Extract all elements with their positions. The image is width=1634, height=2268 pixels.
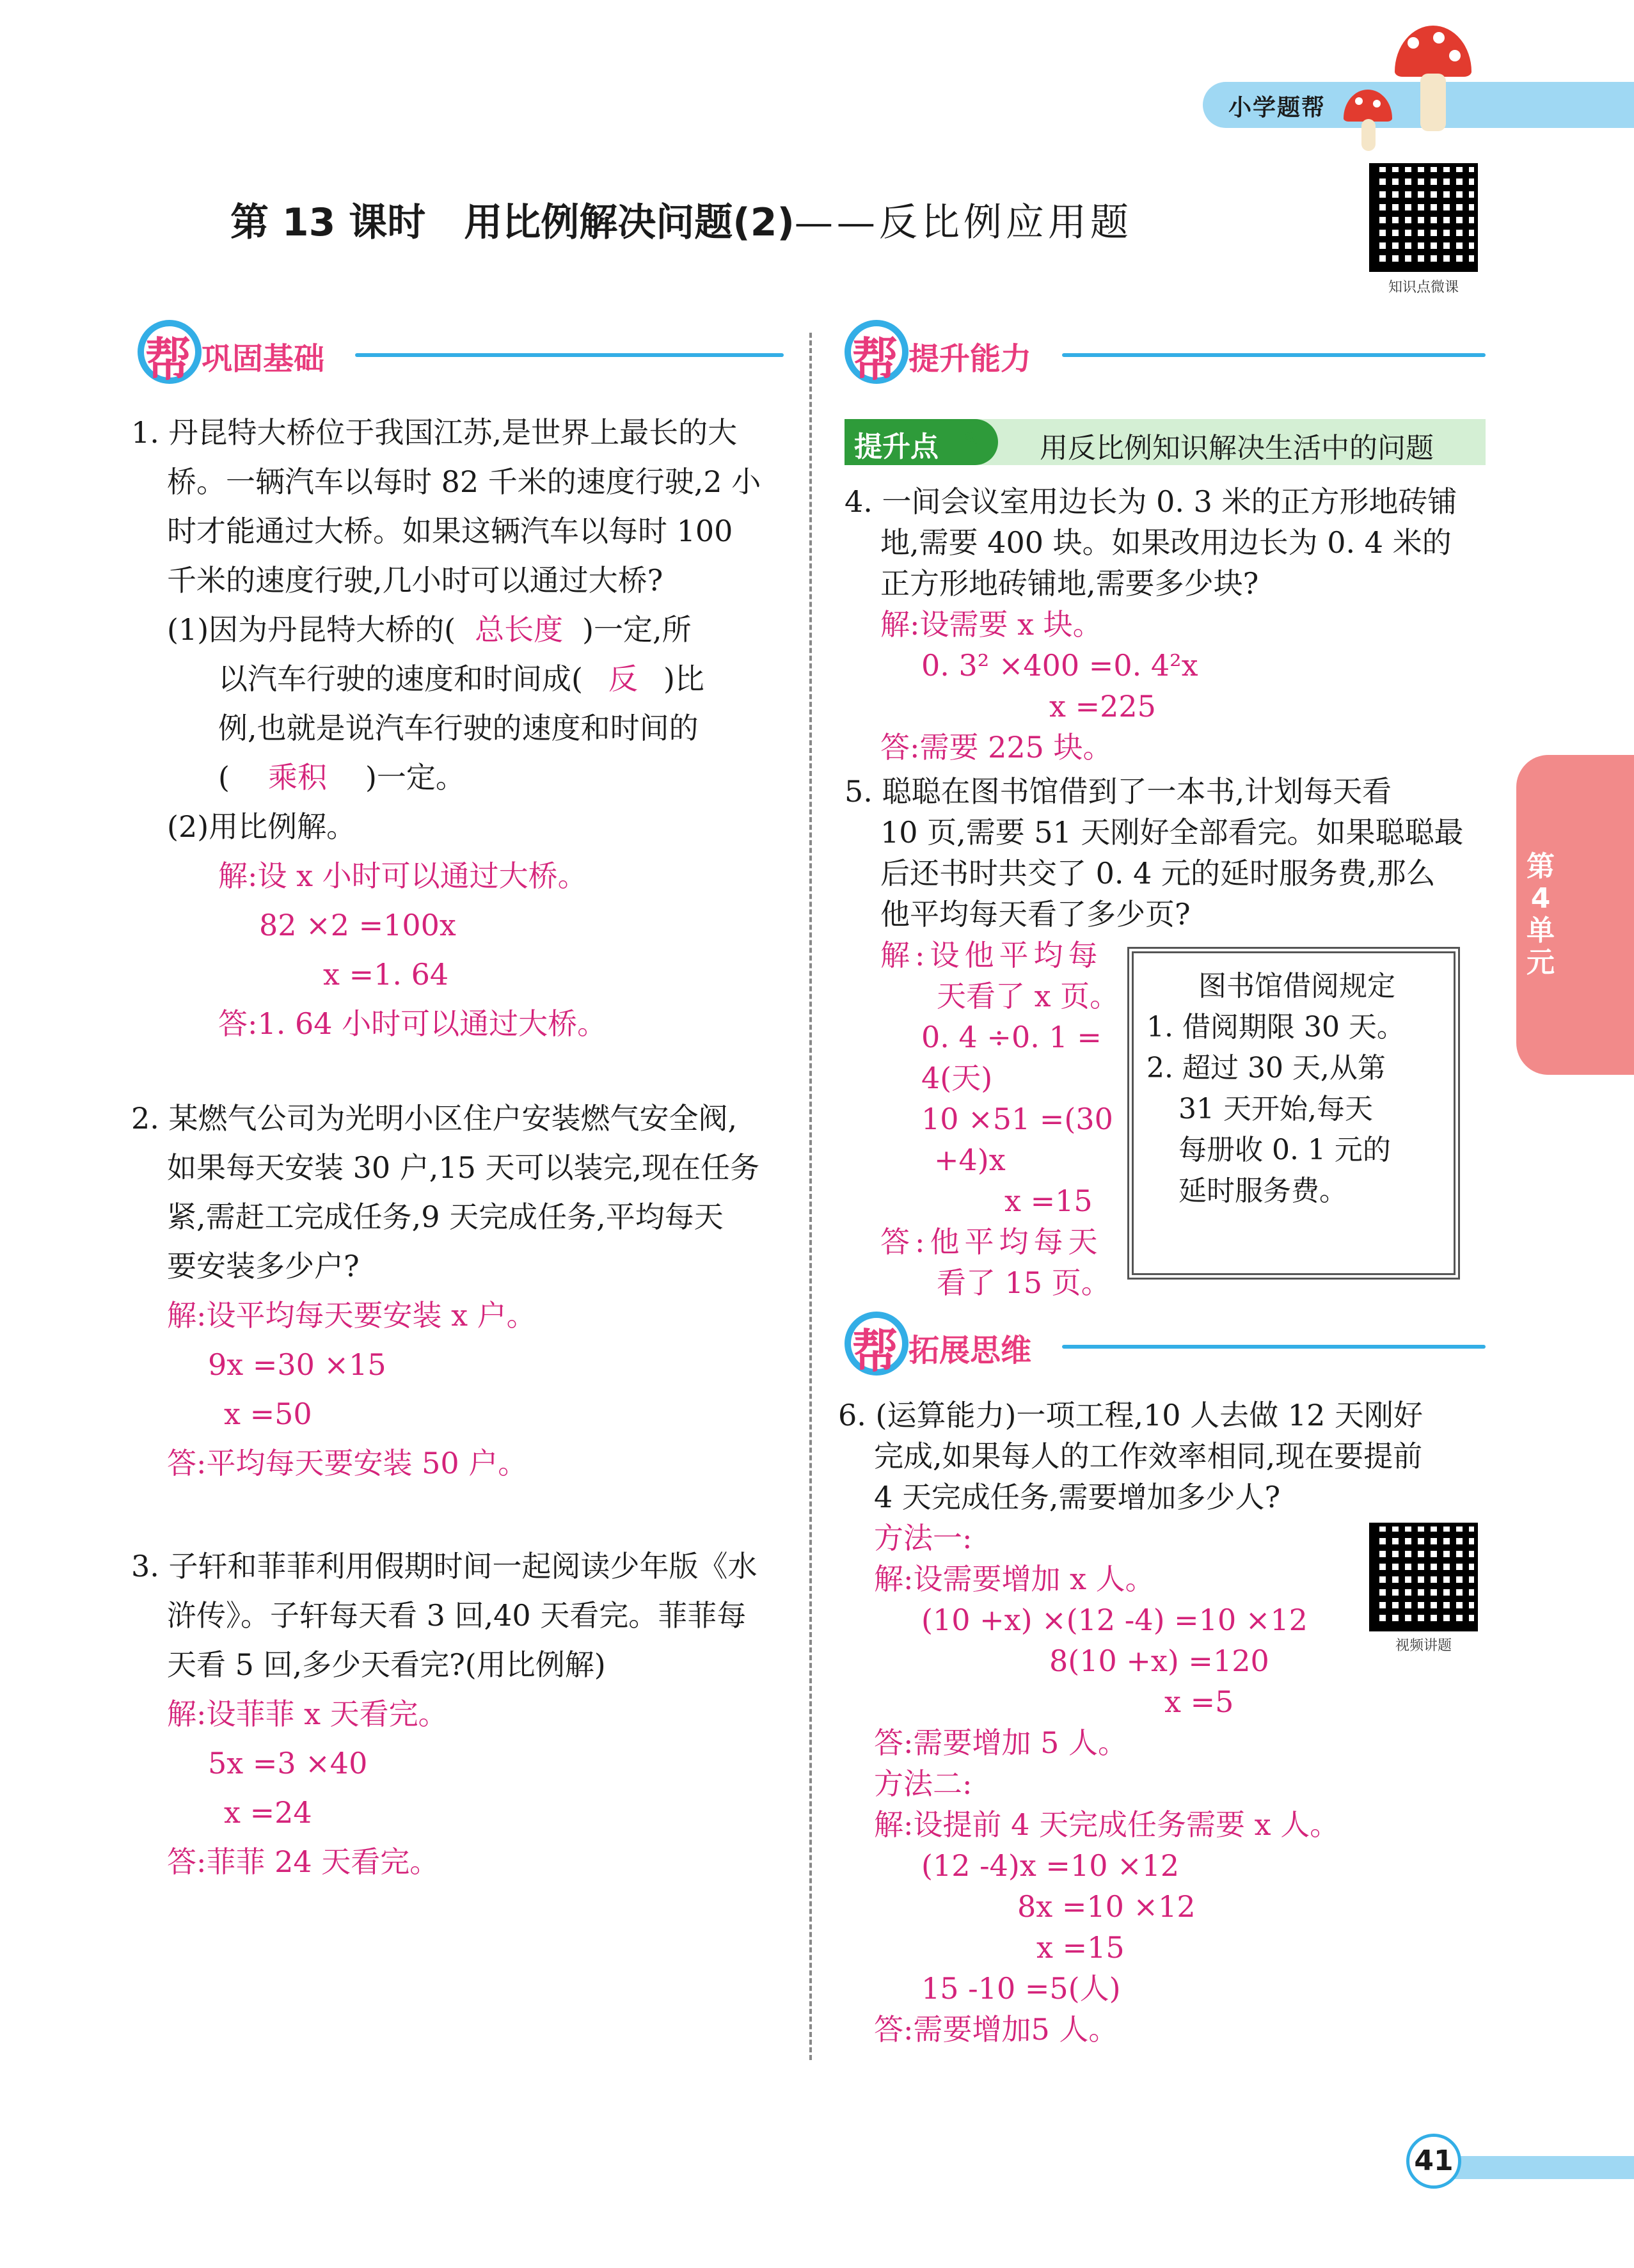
mushroom-small-icon <box>1344 90 1395 154</box>
q1-part1-line4: ( 乘积 )一定。 <box>218 760 465 795</box>
title-sub: ——反比例应用题 <box>794 200 1132 245</box>
q5-solution: 10 ×51 =(30 <box>921 1102 1113 1136</box>
pencil-icon: ✎ <box>963 427 985 457</box>
qr-code-icon[interactable] <box>1369 163 1478 272</box>
q4-answer: 答:需要 225 块。 <box>880 730 1113 765</box>
page-title <box>230 192 1132 247</box>
answer-blank: 反 <box>608 662 638 696</box>
q1-answer: 答:1. 64 小时可以通过大桥。 <box>218 1006 607 1041</box>
answer-blank: 乘积 <box>267 760 327 795</box>
q4-solution: 解:设需要 x 块。 <box>880 607 1102 642</box>
q6-line: 6. (运算能力)一项工程,10 人去做 12 天刚好 <box>838 1398 1423 1432</box>
q2-solution: 9x =30 ×15 <box>208 1347 386 1382</box>
q1-part1-line2: 以汽车行驶的速度和时间成( 反 )比 <box>218 662 704 696</box>
q1-line: 时才能通过大桥。如果这辆汽车以每时 100 <box>167 514 733 548</box>
q6-solution: (12 -4)x =10 ×12 <box>921 1848 1180 1883</box>
q3-solution: 解:设菲菲 x 天看完。 <box>167 1697 448 1731</box>
q2-line: 紧,需赶工完成任务,9 天完成任务,平均每天 <box>167 1200 724 1234</box>
q6-line: 完成,如果每人的工作效率相同,现在要提前 <box>874 1439 1423 1473</box>
question-4 <box>845 481 1491 782</box>
unit-label: 第 4 单 元 <box>1527 850 1555 979</box>
q5-line: 他平均每天看了多少页? <box>880 897 1191 932</box>
q2-line: 要安装多少户? <box>167 1249 360 1283</box>
section-title: 巩固基础 <box>202 341 325 377</box>
q6-solution: x =5 <box>1164 1685 1234 1719</box>
q4-solution: 0. 3² ×400 =0. 4²x <box>921 648 1198 683</box>
q1-part1-line3: 例,也就是说汽车行驶的速度和时间的 <box>218 711 699 745</box>
q1-line: 桥。一辆汽车以每时 82 千米的速度行驶,2 小 <box>167 464 761 499</box>
answer-blank: 总长度 <box>475 612 564 647</box>
q6-solution: x =15 <box>1036 1930 1125 1965</box>
q6-method: 方法一: <box>874 1521 972 1555</box>
section-consolidate-header <box>138 320 784 390</box>
q6-solution: 解:设提前 4 天完成任务需要 x 人。 <box>874 1807 1340 1842</box>
q1-line: 1. 丹昆特大桥位于我国江苏,是世界上最长的大 <box>131 415 738 450</box>
q5-answer: 看了 15 页。 <box>937 1265 1111 1300</box>
q6-solution: 15 -10 =5(人) <box>921 1971 1121 2006</box>
q5-line: 后还书时共交了 0. 4 元的延时服务费,那么 <box>880 856 1436 891</box>
section-title: 拓展思维 <box>908 1333 1032 1368</box>
rules-item: 延时服务费。 <box>1178 1175 1347 1207</box>
q6-solution: (10 +x) ×(12 -4) =10 ×12 <box>921 1603 1308 1637</box>
q4-line: 4. 一间会议室用边长为 0. 3 米的正方形地砖铺 <box>845 484 1457 519</box>
q5-solution: +4)x <box>934 1143 1006 1177</box>
bang-icon: 帮 <box>145 333 192 386</box>
column-divider <box>809 333 812 2060</box>
q4-solution: x =225 <box>1049 689 1156 724</box>
rules-item: 1. 借阅期限 30 天。 <box>1146 1011 1405 1043</box>
q2-solution: x =50 <box>224 1397 312 1431</box>
qr-caption: 知识点微课 <box>1388 280 1459 296</box>
q6-answer: 答:需要增加 5 人。 <box>874 1725 1128 1760</box>
mushroom-icon <box>1388 26 1478 141</box>
tisheng-text: 用反比例知识解决生活中的问题 <box>1040 432 1434 464</box>
q6-solution: 8x =10 ×12 <box>1017 1889 1196 1924</box>
question-2 <box>131 1094 797 1503</box>
q6-answer: 答:需要增加5 人。 <box>874 2012 1118 2047</box>
question-6 <box>838 1395 1497 2066</box>
q5-solution: 解:设他平均每 <box>880 938 1103 972</box>
library-rules-box <box>1127 947 1460 1280</box>
q5-line: 10 页,需要 51 天刚好全部看完。如果聪聪最 <box>880 815 1464 850</box>
q6-line: 4 天完成任务,需要增加多少人? <box>874 1480 1281 1514</box>
rules-item: 31 天开始,每天 <box>1178 1093 1373 1125</box>
q1-solution: 解:设 x 小时可以通过大桥。 <box>218 859 587 893</box>
q6-solution: 8(10 +x) =120 <box>1049 1644 1269 1678</box>
rules-item: 每册收 0. 1 元的 <box>1178 1134 1391 1166</box>
title-main: 第 13 课时 用比例解决问题(2) <box>230 200 795 245</box>
q3-line: 天看 5 回,多少天看完?(用比例解) <box>167 1647 606 1682</box>
brand-name: 小学题帮 <box>1228 95 1326 121</box>
q4-line: 地,需要 400 块。如果改用边长为 0. 4 米的 <box>880 525 1452 560</box>
q1-part1-line1: (1)因为丹昆特大桥的( 总长度 )一定,所 <box>167 612 692 647</box>
q1-line: 千米的速度行驶,几小时可以通过大桥? <box>167 563 663 598</box>
q3-line: 3. 子轩和菲菲利用假期时间一起阅读少年版《水 <box>131 1549 758 1583</box>
q3-solution: x =24 <box>224 1795 312 1830</box>
rules-item: 2. 超过 30 天,从第 <box>1146 1052 1386 1084</box>
section-improve-header <box>845 320 1486 390</box>
video-qr-caption: 视频讲题 <box>1395 1638 1452 1654</box>
q5-solution: 4(天) <box>921 1061 993 1095</box>
section-expand-header <box>845 1312 1486 1382</box>
q2-solution: 解:设平均每天要安装 x 户。 <box>167 1298 536 1333</box>
q5-solution: 天看了 x 页。 <box>937 979 1120 1013</box>
q2-answer: 答:平均每天要安装 50 户。 <box>167 1446 528 1480</box>
q3-solution: 5x =3 ×40 <box>208 1746 368 1780</box>
tisheng-label: 提升点 <box>854 431 939 463</box>
video-qr-code-icon[interactable] <box>1369 1523 1478 1631</box>
bang-icon: 帮 <box>852 1324 899 1378</box>
q1-part2: (2)用比例解。 <box>167 809 356 844</box>
q2-line: 如果每天安装 30 户,15 天可以装完,现在任务 <box>167 1150 760 1185</box>
bang-icon: 帮 <box>852 333 899 386</box>
q3-answer: 答:菲菲 24 天看完。 <box>167 1844 440 1879</box>
q4-line: 正方形地砖铺地,需要多少块? <box>880 566 1259 601</box>
q5-solution: 0. 4 ÷0. 1 = <box>921 1020 1102 1054</box>
q5-line: 5. 聪聪在图书馆借到了一本书,计划每天看 <box>845 774 1392 809</box>
page-number: 41 <box>1414 2145 1454 2177</box>
section-title: 提升能力 <box>908 341 1032 377</box>
q5-solution: x =15 <box>1004 1184 1093 1218</box>
q6-solution: 解:设需要增加 x 人。 <box>874 1562 1155 1596</box>
question-1 <box>131 408 797 1048</box>
q1-solution: x =1. 64 <box>323 957 449 992</box>
rules-title: 图书馆借阅规定 <box>1198 970 1395 1003</box>
q1-solution: 82 ×2 =100x <box>259 908 456 942</box>
q5-answer: 答:他平均每天 <box>880 1225 1103 1259</box>
q3-line: 浒传》。子轩每天看 3 回,40 天看完。菲菲每 <box>167 1598 747 1633</box>
q2-line: 2. 某燃气公司为光明小区住户安装燃气安全阀, <box>131 1101 738 1136</box>
q6-method: 方法二: <box>874 1766 972 1801</box>
question-3 <box>131 1542 797 1926</box>
